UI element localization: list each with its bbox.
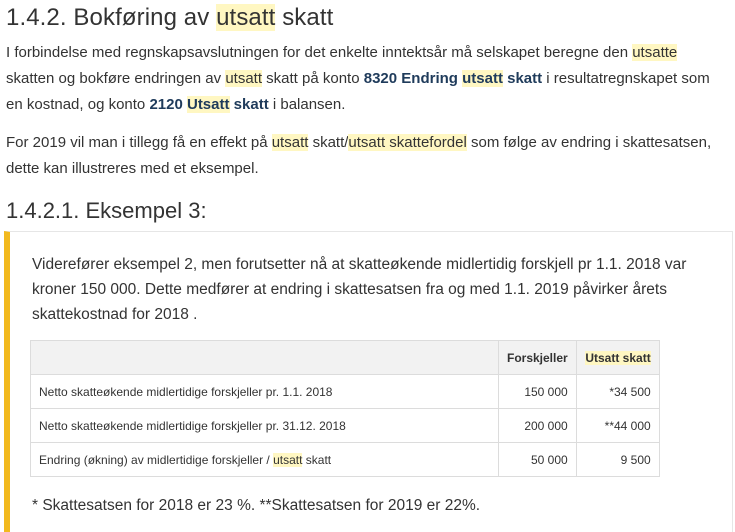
search-highlight: utsatt bbox=[273, 452, 303, 467]
section-heading bbox=[6, 4, 333, 32]
search-highlight: utsatt bbox=[271, 134, 309, 151]
table-header-forskjeller: Forskjeller bbox=[499, 341, 577, 375]
text: i balansen. bbox=[268, 96, 346, 113]
row-label: Endring (økning) av midlertidige forskjeller / utsatt skatt bbox=[31, 443, 499, 477]
heading-text-suffix: skatt bbox=[275, 4, 334, 31]
text: For 2019 vil man i tillegg få en effekt på bbox=[6, 134, 272, 151]
example-box bbox=[4, 231, 733, 532]
paragraph-tax-rate-effect bbox=[6, 130, 726, 182]
row-difference: 200 000 bbox=[499, 409, 577, 443]
paragraph-bookkeeping bbox=[6, 40, 726, 118]
heading-text: 1.4.2. Bokføring av bbox=[6, 4, 217, 31]
account-8320: 8320 Endring utsatt skatt bbox=[363, 70, 543, 87]
search-highlight: utsatt bbox=[225, 70, 262, 87]
search-highlight: Utsatt bbox=[186, 96, 230, 113]
search-highlight: utsatte bbox=[632, 44, 678, 61]
row-label: Netto skatteøkende midlertidige forskjeller pr. 1.1. 2018 bbox=[31, 375, 499, 409]
row-difference: 50 000 bbox=[499, 443, 577, 477]
example-intro: Viderefører eksempel 2, men forutsetter nå at skatteøkende midlertidig forskjell pr 1.1. 2018 var kroner 150 000. Dette medfører at endring i skattesatsen fra og med 1.1. 2019 påvirker årets skattekostnad for 2018 . bbox=[32, 256, 687, 323]
search-highlight: utsatt skattefordel bbox=[348, 134, 467, 151]
row-difference: 150 000 bbox=[499, 375, 577, 409]
text: i resultatregnskapet som en kostnad, og konto bbox=[6, 70, 710, 113]
text: skatten og bokføre endringen av bbox=[6, 70, 226, 87]
row-label: Netto skatteøkende midlertidige forskjeller pr. 31.12. 2018 bbox=[31, 409, 499, 443]
row-deferred-tax: *34 500 bbox=[576, 375, 659, 409]
example-heading: 1.4.2.1. Eksempel 3: bbox=[6, 198, 207, 223]
row-deferred-tax: **44 000 bbox=[576, 409, 659, 443]
text: som følge av endring i skattesatsen, dette kan illustreres med et eksempel. bbox=[6, 134, 712, 177]
account-2120: 2120 Utsatt skatt bbox=[149, 96, 269, 113]
row-deferred-tax: 9 500 bbox=[576, 443, 659, 477]
example-table bbox=[30, 340, 660, 477]
search-highlight: utsatt bbox=[216, 4, 276, 31]
table-row bbox=[31, 409, 660, 443]
table-header-empty bbox=[31, 341, 499, 375]
table-row bbox=[31, 375, 660, 409]
table-row bbox=[31, 443, 660, 477]
table-header-row bbox=[31, 341, 660, 375]
tax-rate-footnote: * Skattesatsen for 2018 er 23 %. **Skattesatsen for 2019 er 22%. bbox=[32, 497, 481, 514]
search-highlight: Utsatt skatt bbox=[585, 350, 651, 365]
search-highlight: utsatt bbox=[462, 70, 503, 87]
text: skatt på konto bbox=[262, 70, 364, 87]
text: skatt/ bbox=[308, 134, 349, 151]
table-header-utsatt-skatt bbox=[576, 341, 659, 375]
text: I forbindelse med regnskapsavslutningen for det enkelte inntektsår må selskapet beregne den bbox=[6, 44, 633, 61]
